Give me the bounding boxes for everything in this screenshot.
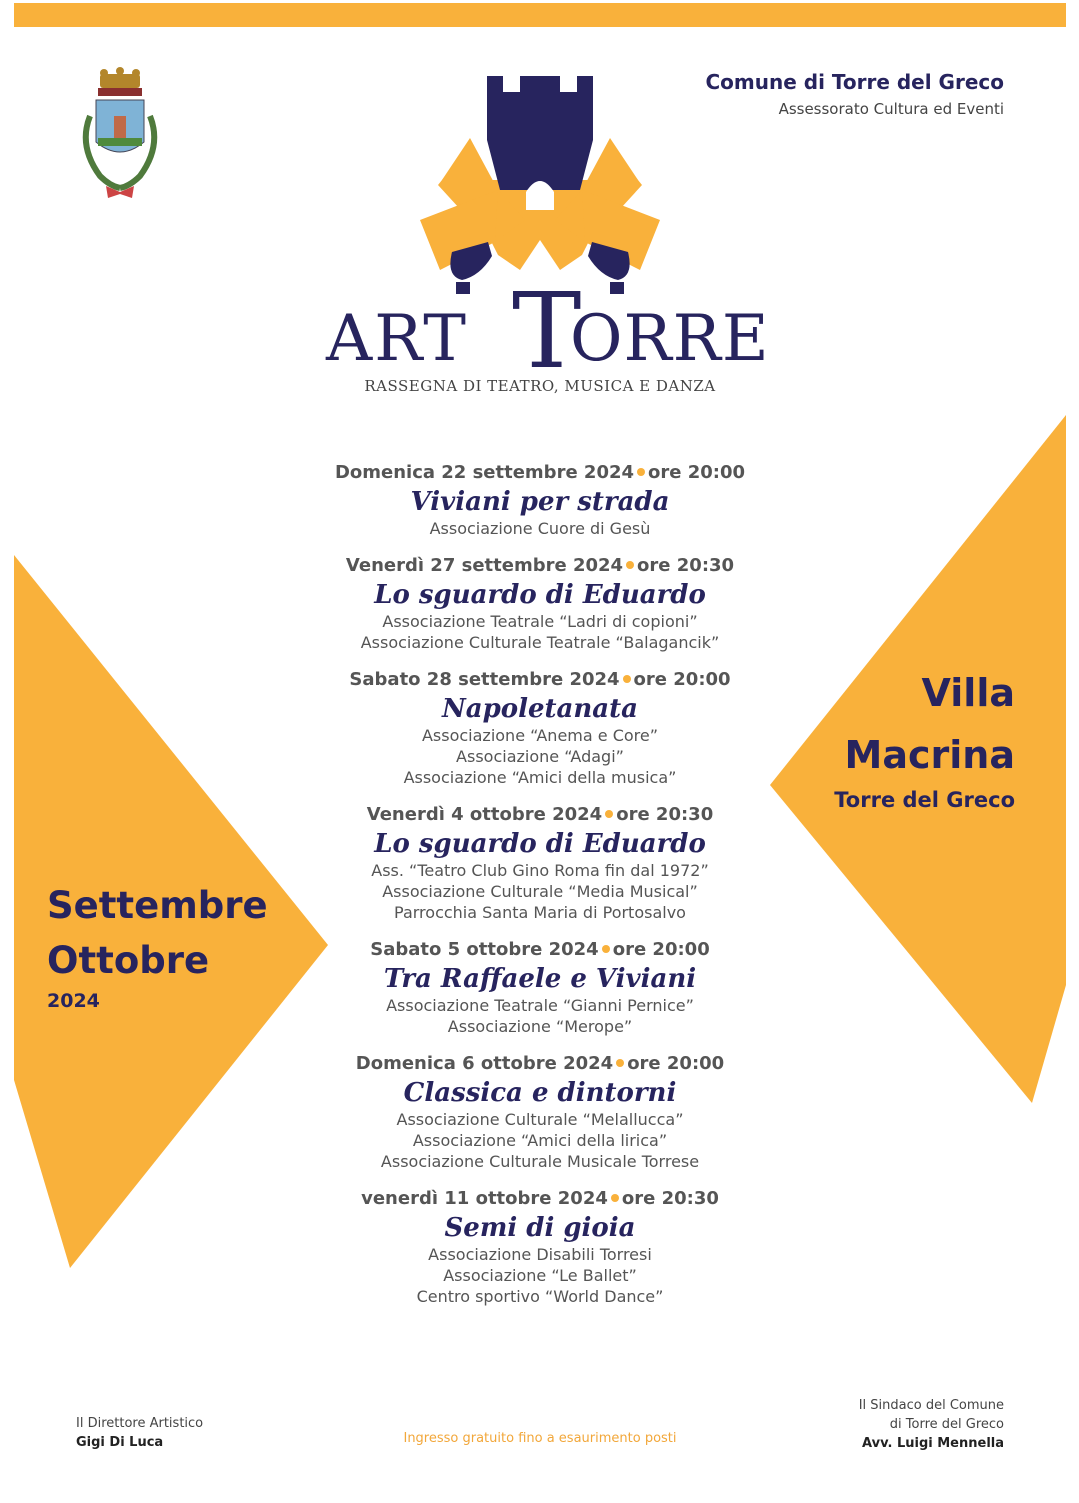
event-item (290, 460, 790, 539)
event-title: Classica e dintorni (403, 1078, 677, 1108)
event-association: Associazione “Amici della musica” (403, 768, 677, 787)
event-item (290, 937, 790, 1037)
organizer-department: Assessorato Cultura ed Eventi (778, 100, 1004, 118)
event-datetime (290, 802, 790, 828)
event-item (290, 667, 790, 788)
event-time: ore 20:30 (621, 1188, 719, 1209)
artistic-director-role: Il Direttore Artistico (76, 1416, 204, 1431)
event-time: ore 20:00 (633, 669, 731, 690)
event-title: Lo sguardo di Eduardo (374, 829, 706, 859)
event-datetime (290, 937, 790, 963)
period-month-1: Settembre (47, 884, 268, 927)
wordmark-orre: ORRE (570, 302, 770, 376)
event-day: Venerdì 27 settembre 2024 (345, 555, 624, 576)
event-datetime (290, 460, 790, 486)
wordmark-t: T (512, 270, 582, 392)
event-association: Associazione Culturale Musicale Torrese (380, 1152, 700, 1171)
organizer-name: Comune di Torre del Greco (705, 70, 1004, 94)
bullet-dot-icon (626, 561, 634, 569)
artistic-director-signature (76, 1414, 203, 1452)
mayor-name: Avv. Luigi Mennella (862, 1436, 1004, 1451)
mayor-role-line-2: di Torre del Greco (889, 1417, 1004, 1432)
bullet-dot-icon (637, 468, 645, 476)
event-day: Sabato 5 ottobre 2024 (370, 939, 599, 960)
event-datetime (290, 553, 790, 579)
period-year: 2024 (47, 990, 100, 1012)
wordmark-art: ART (326, 302, 468, 376)
tagline: RASSEGNA DI TEATRO, MUSICA E DANZA (364, 377, 716, 395)
event-day: venerdì 11 ottobre 2024 (361, 1188, 608, 1209)
event-item (290, 802, 790, 923)
event-time: ore 20:30 (637, 555, 735, 576)
artistic-director-name: Gigi Di Luca (76, 1435, 164, 1450)
event-association: Associazione Culturale “Melallucca” (396, 1110, 684, 1129)
event-association: Associazione Cuore di Gesù (429, 519, 651, 538)
event-association: Associazione “Le Ballet” (443, 1266, 637, 1285)
event-day: Domenica 6 ottobre 2024 (355, 1053, 614, 1074)
event-title: Semi di gioia (444, 1213, 636, 1243)
period-block (47, 878, 268, 1012)
mayor-role-line-1: Il Sindaco del Comune (858, 1398, 1004, 1413)
event-title: Tra Raffaele e Viviani (383, 964, 697, 994)
event-day: Sabato 28 settembre 2024 (349, 669, 620, 690)
event-day: Venerdì 4 ottobre 2024 (366, 804, 603, 825)
bullet-dot-icon (623, 675, 631, 683)
event-day: Domenica 22 settembre 2024 (334, 462, 635, 483)
event-time: ore 20:00 (612, 939, 710, 960)
event-item (290, 553, 790, 653)
event-association: Associazione “Merope” (447, 1017, 633, 1036)
event-list (290, 460, 790, 1321)
event-association: Associazione “Amici della lirica” (412, 1131, 668, 1150)
event-item (290, 1186, 790, 1307)
organizer-block (705, 70, 1004, 118)
bullet-dot-icon (602, 945, 610, 953)
event-time: ore 20:00 (627, 1053, 725, 1074)
bullet-dot-icon (616, 1059, 624, 1067)
event-title: Lo sguardo di Eduardo (374, 580, 706, 610)
venue-block (834, 662, 1015, 812)
event-title: Napoletanata (441, 694, 638, 724)
event-title: Viviani per strada (410, 487, 670, 517)
event-datetime (290, 1051, 790, 1077)
bullet-dot-icon (605, 810, 613, 818)
mayor-signature (859, 1396, 1004, 1453)
event-association: Associazione Teatrale “Gianni Pernice” (386, 996, 694, 1015)
event-association: Ass. “Teatro Club Gino Roma fin dal 1972” (371, 861, 709, 880)
venue-name-line-2: Macrina (844, 733, 1015, 777)
event-association: Associazione “Anema e Core” (421, 726, 659, 745)
event-association: Associazione Culturale “Media Musical” (382, 882, 698, 901)
venue-city: Torre del Greco (834, 788, 1015, 812)
municipal-crest-logo (70, 66, 170, 212)
event-association: Associazione “Adagi” (456, 747, 624, 766)
bullet-dot-icon (611, 1194, 619, 1202)
event-association: Associazione Disabili Torresi (428, 1245, 652, 1264)
event-association: Centro sportivo “World Dance” (416, 1287, 664, 1306)
event-association: Associazione Culturale Teatrale “Balagancik” (360, 633, 720, 652)
event-association: Parrocchia Santa Maria di Portosalvo (394, 903, 686, 922)
event-time: ore 20:30 (616, 804, 714, 825)
event-datetime (290, 667, 790, 693)
event-time: ore 20:00 (648, 462, 746, 483)
free-entry-note: Ingresso gratuito fino a esaurimento posti (403, 1431, 677, 1446)
event-association: Associazione Teatrale “Ladri di copioni” (382, 612, 698, 631)
period-month-2: Ottobre (47, 939, 210, 982)
event-item (290, 1051, 790, 1172)
venue-name-line-1: Villa (921, 671, 1015, 715)
event-datetime (290, 1186, 790, 1212)
